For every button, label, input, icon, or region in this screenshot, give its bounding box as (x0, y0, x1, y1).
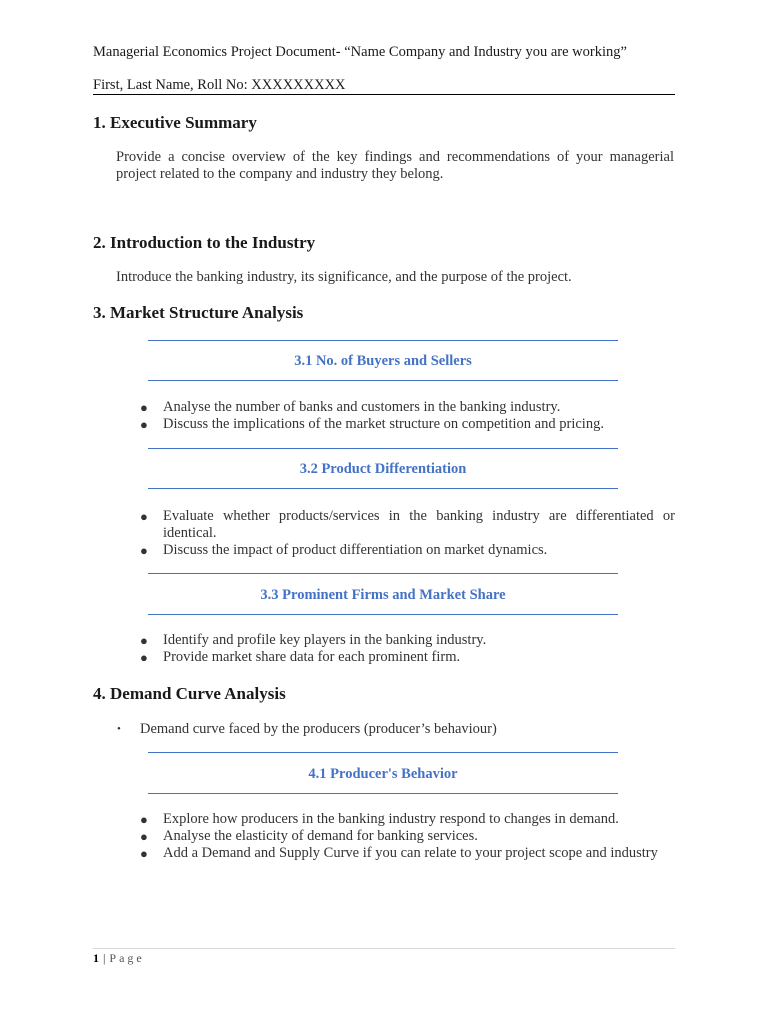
page-footer (93, 951, 145, 965)
author-line: First, Last Name, Roll No: XXXXXXXXX (93, 77, 346, 93)
list-item: ● Explore how producers in the banking industry respond to changes in demand. (140, 811, 619, 827)
section-1-text: Provide a concise overview of the key findings and recommendations of your managerial project related to the company and industry they belong. (116, 149, 674, 182)
list-item: • Demand curve faced by the producers (producer’s behaviour) (117, 721, 497, 737)
list-item: ● Add a Demand and Supply Curve if you can relate to your project scope and industry (140, 845, 658, 861)
document-title: Managerial Economics Project Document- “Name Company and Industry you are working” (93, 44, 627, 60)
section-2-heading: 2. Introduction to the Industry (93, 233, 316, 252)
subsection-3-2-header (148, 448, 618, 490)
subsection-3-1-header (148, 340, 618, 382)
page-number: 1 (93, 951, 100, 965)
subsection-3-3-header (148, 573, 618, 615)
list-item: ● Provide market share data for each prominent firm. (140, 649, 461, 665)
subsection-4-1-heading: 4.1 Producer's Behavior (308, 766, 458, 782)
section-4-heading: 4. Demand Curve Analysis (93, 684, 286, 703)
subsection-3-1-list (135, 399, 675, 433)
page-label: Page (109, 951, 145, 965)
subsection-rule-bottom (148, 793, 618, 794)
list-item: ● Analyse the number of banks and customers in the banking industry. (140, 399, 561, 415)
list-item: ● Analyse the elasticity of demand for banking services. (140, 828, 478, 844)
subsection-3-2-heading: 3.2 Product Differentiation (299, 461, 467, 477)
subsection-rule-top (148, 573, 618, 574)
subsection-rule-top (148, 752, 618, 753)
list-item: ● Discuss the impact of product differentiation on market dynamics. (140, 542, 548, 558)
section-2-text: Introduce the banking industry, its significance, and the purpose of the project. (116, 269, 572, 285)
subsection-rule-bottom (148, 380, 618, 381)
list-item: ● Evaluate whether products/services in the banking industry are differentiated or identical. (140, 508, 675, 541)
header-divider (93, 94, 675, 95)
subsection-rule-top (148, 448, 618, 449)
subsection-rule-bottom (148, 614, 618, 615)
footer-separator: | (103, 951, 106, 965)
subsection-3-3-heading: 3.3 Prominent Firms and Market Share (260, 587, 506, 603)
subsection-3-3-list (135, 632, 675, 666)
subsection-4-1-header (148, 752, 618, 794)
subsection-rule-top (148, 340, 618, 341)
list-item: ● Discuss the implications of the market structure on competition and pricing. (140, 416, 604, 432)
subsection-3-2-list (135, 508, 675, 559)
section-3-heading: 3. Market Structure Analysis (93, 303, 304, 322)
footer-divider (93, 948, 675, 949)
subsection-rule-bottom (148, 488, 618, 489)
subsection-3-1-heading: 3.1 No. of Buyers and Sellers (294, 353, 472, 369)
section-1-heading: 1. Executive Summary (93, 113, 257, 132)
list-item: ● Identify and profile key players in the banking industry. (140, 632, 487, 648)
subsection-4-1-list (135, 811, 675, 862)
section-4-lead-list (112, 721, 672, 738)
